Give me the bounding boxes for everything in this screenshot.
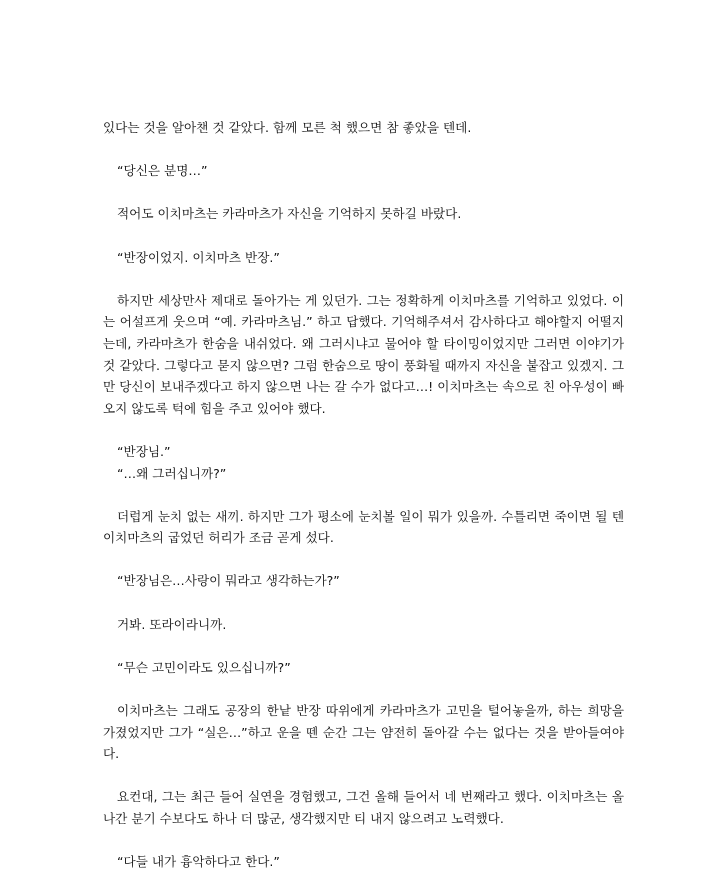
text-line: “반장님.” bbox=[117, 443, 171, 459]
text-line: 는데, 카라마츠가 한숨을 내쉬었다. 왜 그러시냐고 물어야 할 타이밍이었지만 그러면 이야기가 bbox=[103, 335, 624, 351]
text-line: 하지만 세상만사 제대로 돌아가는 게 있던가. 그는 정확하게 이치마츠를 기억하고 있었다. 이 bbox=[117, 292, 624, 308]
document-body bbox=[103, 117, 624, 894]
text-line: “반장이었지. 이치마츠 반장.” bbox=[117, 249, 280, 265]
text-line: 이치마츠의 굽었던 허리가 조금 곧게 섰다. bbox=[103, 530, 334, 546]
text-line: 것 같았다. 그렇다고 묻지 않으면? 그럼 한숨으로 땅이 풍화될 때까지 자신을 붙잡고 있겠지. 그 bbox=[103, 357, 624, 373]
text-line: “무슨 고민이라도 있으십니까?” bbox=[117, 659, 291, 675]
text-line: “반장님은…사랑이 뭐라고 생각하는가?” bbox=[117, 573, 340, 589]
text-line: 오지 않도록 턱에 힘을 주고 있어야 했다. bbox=[103, 400, 326, 416]
paragraph bbox=[103, 570, 624, 592]
paragraph bbox=[103, 506, 624, 549]
text-line: “다들 내가 흉악하다고 한다.” bbox=[117, 854, 280, 870]
text-line: 이치마츠는 그래도 공장의 한낱 반장 따위에게 카라마츠가 고민을 털어놓을까, 하는 희망을 bbox=[117, 703, 624, 719]
text-line: 요컨대, 그는 최근 들어 실연을 경험했고, 그건 올해 들어서 네 번째라고 했다. 이치마츠는 올 bbox=[117, 789, 624, 805]
paragraph bbox=[103, 160, 624, 182]
paragraph bbox=[103, 203, 624, 225]
text-line: 다. bbox=[103, 746, 120, 762]
paragraph bbox=[103, 247, 624, 269]
text-line: “당신은 분명…” bbox=[117, 163, 208, 179]
paragraph bbox=[103, 463, 624, 485]
paragraph bbox=[103, 614, 624, 636]
paragraph bbox=[103, 786, 624, 829]
text-line: 가졌었지만 그가 “실은…”하고 운을 뗀 순간 그는 얌전히 돌아갈 수는 없다는 것을 받아들여야 bbox=[103, 724, 624, 740]
text-line: 는 어설프게 웃으며 “예. 카라마츠님.” 하고 답했다. 기억해주셔서 감사하다고 해야할지 어떨지 bbox=[103, 314, 624, 330]
paragraph bbox=[103, 290, 624, 420]
text-line: 거봐. 또라이라니까. bbox=[117, 616, 227, 632]
text-line: 있다는 것을 알아챈 것 같았다. 함께 모른 척 했으면 참 좋았을 텐데. bbox=[103, 120, 472, 135]
text-line: 적어도 이치마츠는 카라마츠가 자신을 기억하지 못하길 바랐다. bbox=[117, 206, 462, 222]
paragraph bbox=[103, 117, 624, 139]
paragraph bbox=[103, 851, 624, 873]
text-line: “…왜 그러십니까?” bbox=[117, 465, 227, 481]
text-line: 만 당신이 보내주겠다고 하지 않으면 나는 갈 수가 없다고…! 이치마츠는 속으로 친 아우성이 빠 bbox=[103, 379, 624, 395]
text-line: 더럽게 눈치 없는 새끼. 하지만 그가 평소에 눈치볼 일이 뭐가 있을까. 수틀리면 죽이면 될 텐 bbox=[117, 508, 624, 524]
paragraph bbox=[103, 657, 624, 679]
text-line: 나간 분기 수보다도 하나 더 많군, 생각했지만 티 내지 않으려고 노력했다. bbox=[103, 811, 504, 826]
paragraph bbox=[103, 700, 624, 765]
paragraph bbox=[103, 441, 624, 463]
